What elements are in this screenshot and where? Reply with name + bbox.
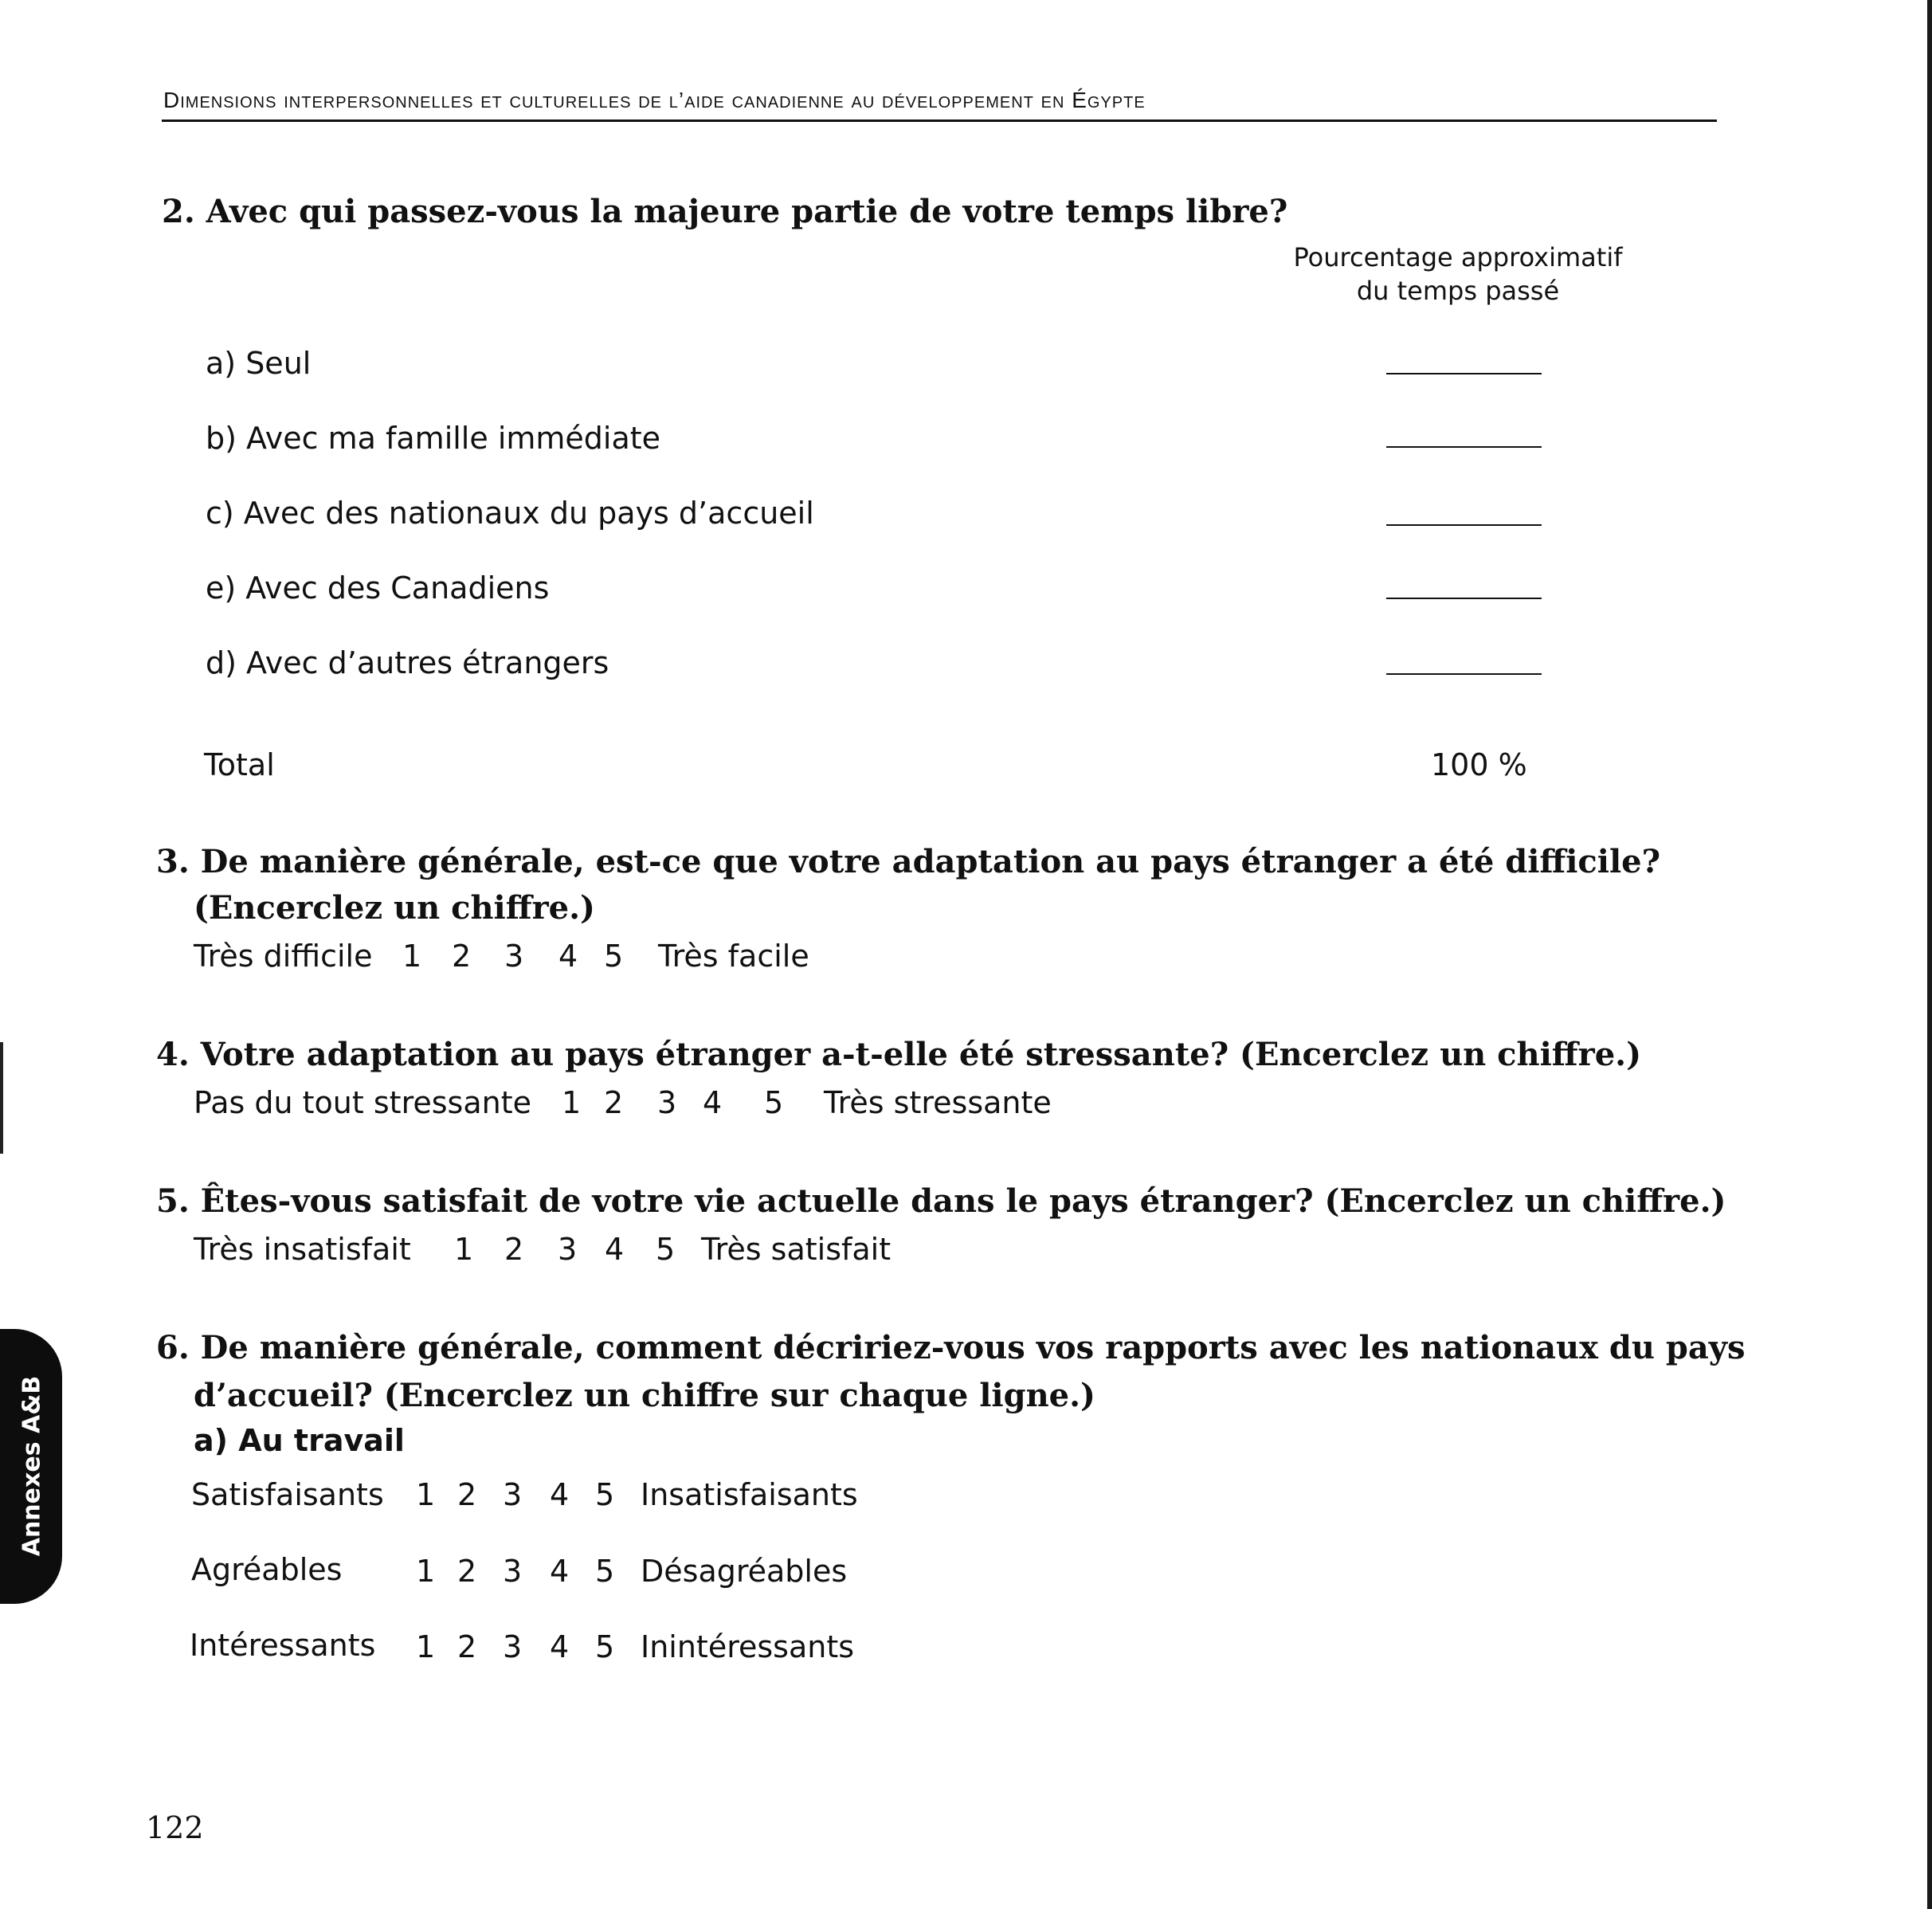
q2-item-c: c) Avec des nationaux du pays d’accueil [206,496,814,531]
q6-row1-left-label: Satisfaisants [191,1477,384,1512]
q6-row3-option-1[interactable]: 1 [416,1629,436,1664]
question-2-title: 2. Avec qui passez-vous la majeure partie de votre temps libre? [162,193,1288,230]
q2-column-header [1279,241,1637,308]
q3-option-1[interactable]: 1 [402,939,422,974]
q5-option-5[interactable]: 5 [656,1232,676,1267]
q2-answer-line-e[interactable] [1386,598,1542,599]
question-5-title: 5. Êtes-vous satisfait de votre vie actuelle dans le pays étranger? (Encerclez un chiffre.) [156,1182,1726,1220]
q6-subheading: a) Au travail [194,1423,405,1458]
page-number: 122 [146,1810,204,1845]
q2-column-header-line1: Pourcentage approximatif [1293,242,1623,272]
q5-left-label: Très insatisfait [194,1232,411,1267]
q6-row3-option-4[interactable]: 4 [550,1629,570,1664]
q6-row2-option-2[interactable]: 2 [457,1554,477,1589]
q4-option-5[interactable]: 5 [764,1085,784,1120]
q4-option-2[interactable]: 2 [604,1085,624,1120]
question-6-title-line1: 6. De manière générale, comment décririez-vous vos rapports avec les nationaux du pays [156,1329,1746,1366]
q2-total-label: Total [204,747,275,782]
q2-item-d: d) Avec d’autres étrangers [206,645,609,680]
q6-row1-option-3[interactable]: 3 [503,1477,523,1512]
q6-row1-option-1[interactable]: 1 [416,1477,436,1512]
q6-row2-option-1[interactable]: 1 [416,1554,436,1589]
q6-row1-option-5[interactable]: 5 [595,1477,615,1512]
q4-option-4[interactable]: 4 [703,1085,723,1120]
q2-answer-line-b[interactable] [1386,446,1542,448]
left-edge-mark [0,1042,3,1154]
q6-row1-right-label: Insatisfaisants [641,1477,858,1512]
q6-row3-option-5[interactable]: 5 [595,1629,615,1664]
q6-row2-option-5[interactable]: 5 [595,1554,615,1589]
q5-right-label: Très satisfait [701,1232,892,1267]
q6-row1-option-2[interactable]: 2 [457,1477,477,1512]
q6-row3-option-3[interactable]: 3 [503,1629,523,1664]
q5-option-4[interactable]: 4 [605,1232,625,1267]
q3-option-3[interactable]: 3 [504,939,524,974]
section-side-tab-label: Annexes A&B [18,1375,46,1557]
q3-right-label: Très facile [658,939,809,974]
right-page-edge [1927,0,1932,1909]
q2-column-header-line2: du temps passé [1356,276,1560,306]
q4-option-1[interactable]: 1 [562,1085,582,1120]
q6-row2-option-4[interactable]: 4 [550,1554,570,1589]
q4-right-label: Très stressante [824,1085,1052,1120]
q2-answer-line-d[interactable] [1386,673,1542,675]
q4-left-label: Pas du tout stressante [194,1085,531,1120]
header-rule [162,120,1717,122]
q6-row3-left-label: Intéressants [190,1628,376,1663]
q6-row2-left-label: Agréables [191,1552,343,1587]
q6-row1-option-4[interactable]: 4 [550,1477,570,1512]
q6-row3-right-label: Inintéressants [641,1629,855,1664]
q5-option-3[interactable]: 3 [558,1232,578,1267]
q5-option-1[interactable]: 1 [454,1232,474,1267]
question-6-title-line2: d’accueil? (Encerclez un chiffre sur chaque ligne.) [194,1377,1095,1414]
q6-row2-option-3[interactable]: 3 [503,1554,523,1589]
q2-item-b: b) Avec ma famille immédiate [206,421,661,456]
q3-option-5[interactable]: 5 [604,939,624,974]
question-3-title-line2: (Encerclez un chiffre.) [194,889,595,927]
q2-answer-line-c[interactable] [1386,524,1542,526]
q2-answer-line-a[interactable] [1386,373,1542,374]
q3-option-4[interactable]: 4 [558,939,578,974]
q5-option-2[interactable]: 2 [504,1232,524,1267]
q2-item-e: e) Avec des Canadiens [206,570,550,606]
q2-total-value: 100 % [1431,747,1527,782]
running-header: Dimensions interpersonnelles et culturelles de l’aide canadienne au développement en Égypte [163,88,1146,112]
question-4-title: 4. Votre adaptation au pays étranger a-t-elle été stressante? (Encerclez un chiffre.) [156,1036,1642,1073]
q3-option-2[interactable]: 2 [452,939,472,974]
question-3-title-line1: 3. De manière générale, est-ce que votre adaptation au pays étranger a été difficile? [156,843,1661,880]
q6-row3-option-2[interactable]: 2 [457,1629,477,1664]
q6-row2-right-label: Désagréables [641,1554,848,1589]
q3-left-label: Très difficile [194,939,373,974]
q2-item-a: a) Seul [206,346,312,381]
q4-option-3[interactable]: 3 [657,1085,677,1120]
